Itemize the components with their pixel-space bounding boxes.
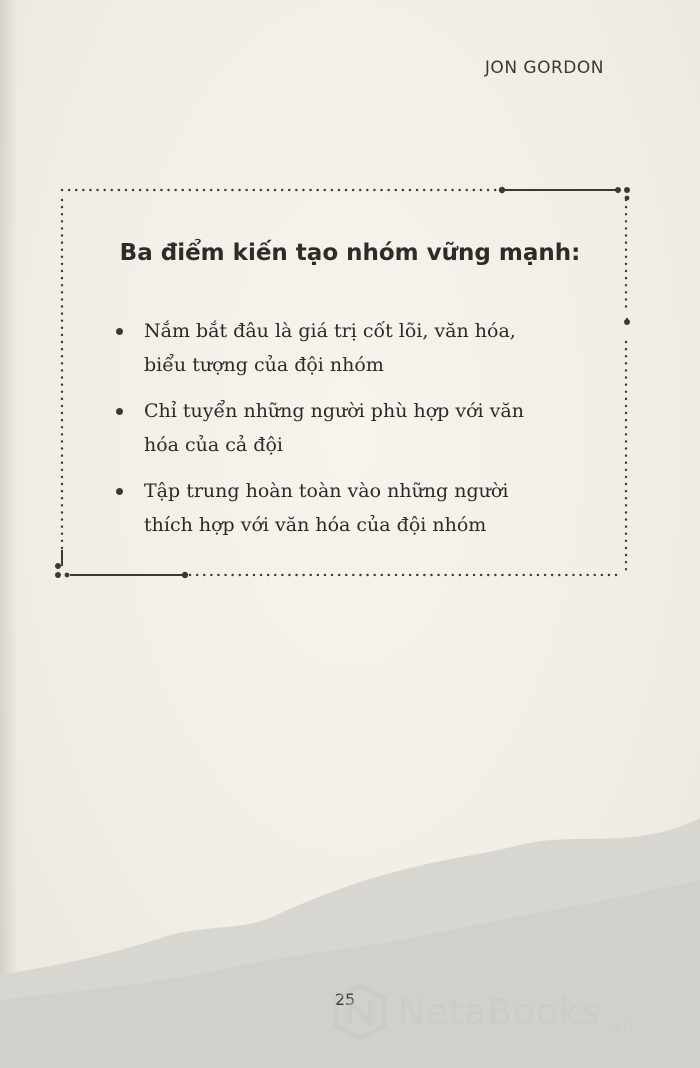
list-item-line-2: thích hợp với văn hóa của đội nhóm — [144, 514, 487, 536]
watermark-logo — [330, 982, 633, 1042]
list-item-line-2: biểu tượng của đội nhóm — [144, 354, 384, 376]
list-item-line-1: Tập trung hoàn toàn vào những người — [144, 480, 509, 502]
list-item-line-1: Nắm bắt đâu là giá trị cốt lõi, văn hóa, — [144, 320, 516, 342]
bullet-dot-icon — [116, 328, 123, 335]
running-header-author: JON GORDON — [484, 58, 604, 78]
list-item-line-1: Chỉ tuyển những người phù hợp với văn — [144, 400, 524, 422]
list-item — [116, 314, 556, 382]
list-item-line-2: hóa của cả đội — [144, 434, 283, 456]
list-item — [116, 474, 556, 542]
page-number: 25 — [334, 990, 356, 1009]
netabooks-logo-icon — [330, 982, 390, 1042]
watermark-brand: NetaBooks — [398, 991, 601, 1033]
list-item — [116, 394, 556, 462]
bullet-list — [116, 314, 556, 554]
box-title: Ba điểm kiến tạo nhóm vững mạnh: — [119, 240, 581, 266]
bullet-dot-icon — [116, 488, 123, 495]
bullet-dot-icon — [116, 408, 123, 415]
watermark-suffix: .vn — [608, 1017, 634, 1036]
